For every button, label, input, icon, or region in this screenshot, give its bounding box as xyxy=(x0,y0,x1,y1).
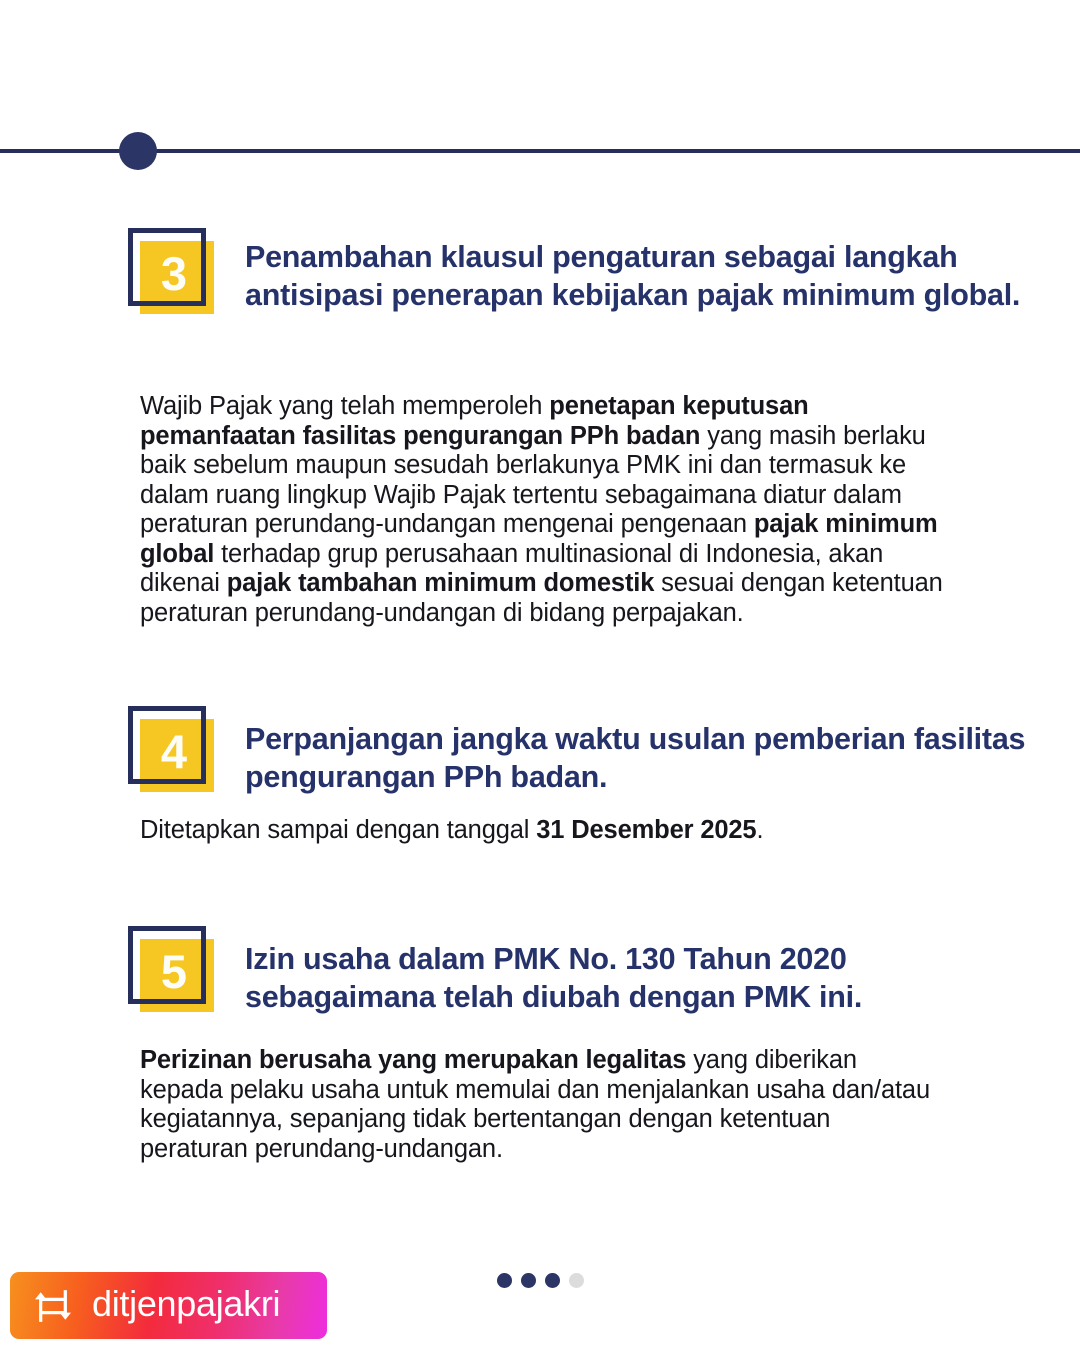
divider-dot xyxy=(119,132,157,170)
page-dot[interactable] xyxy=(497,1273,512,1288)
page-dot[interactable] xyxy=(545,1273,560,1288)
section-3-number: 3 xyxy=(160,247,188,300)
divider-line xyxy=(0,149,1080,153)
section-3-body: Wajib Pajak yang telah memperoleh penetapan keputusan pemanfaatan fasilitas pengurangan PPh badan yang masih berlaku baik sebelum maupun sesudah berlakunya PMK ini dan termasuk ke dalam ruang lingkup Wajib Pajak tertentu sebagaimana diatur dalam peraturan perundang-undangan mengenai pengenaan pajak minimum global terhadap grup perusahaan multinasional di Indonesia, akan dikenai pajak tambahan minimum domestik sesuai dengan ketentuan peraturan perundang-undangan di bidang perpajakan. xyxy=(140,392,943,627)
top-divider xyxy=(0,140,1080,180)
section-4-heading: Perpanjangan jangka waktu usulan pemberian fasilitas pengurangan PPh badan. xyxy=(245,722,1026,794)
section-4-header xyxy=(0,706,1080,798)
repost-attribution-badge[interactable] xyxy=(10,1272,327,1339)
section-5-body: Perizinan berusaha yang merupakan legalitas yang diberikan kepada pelaku usaha untuk memulai dan menjalankan usaha dan/atau kegiatannya, sepanjang tidak bertentangan dengan ketentuan peraturan perundang-undangan. xyxy=(140,1046,930,1163)
section-5-number: 5 xyxy=(160,945,188,998)
section-5-header xyxy=(0,926,1080,1018)
section-5-heading: Izin usaha dalam PMK No. 130 Tahun 2020 sebagaimana telah diubah dengan PMK ini. xyxy=(245,942,863,1014)
section-3 xyxy=(0,228,1080,627)
section-4-number-badge xyxy=(128,706,214,792)
section-3-heading: Penambahan klausul pengaturan sebagai langkah antisipasi penerapan kebijakan pajak minimum global. xyxy=(245,240,1021,312)
section-3-number-badge xyxy=(128,228,214,314)
repost-icon xyxy=(32,1288,74,1324)
page-dot[interactable] xyxy=(569,1273,584,1288)
section-4-number: 4 xyxy=(160,725,188,778)
page-dot[interactable] xyxy=(521,1273,536,1288)
section-5-number-badge xyxy=(128,926,214,1012)
section-5 xyxy=(0,926,1080,1163)
section-4-body: Ditetapkan sampai dengan tanggal 31 Desember 2025. xyxy=(140,816,764,844)
section-3-header xyxy=(0,228,1080,320)
repost-username: ditjenpajakri xyxy=(92,1282,281,1324)
section-4 xyxy=(0,706,1080,844)
